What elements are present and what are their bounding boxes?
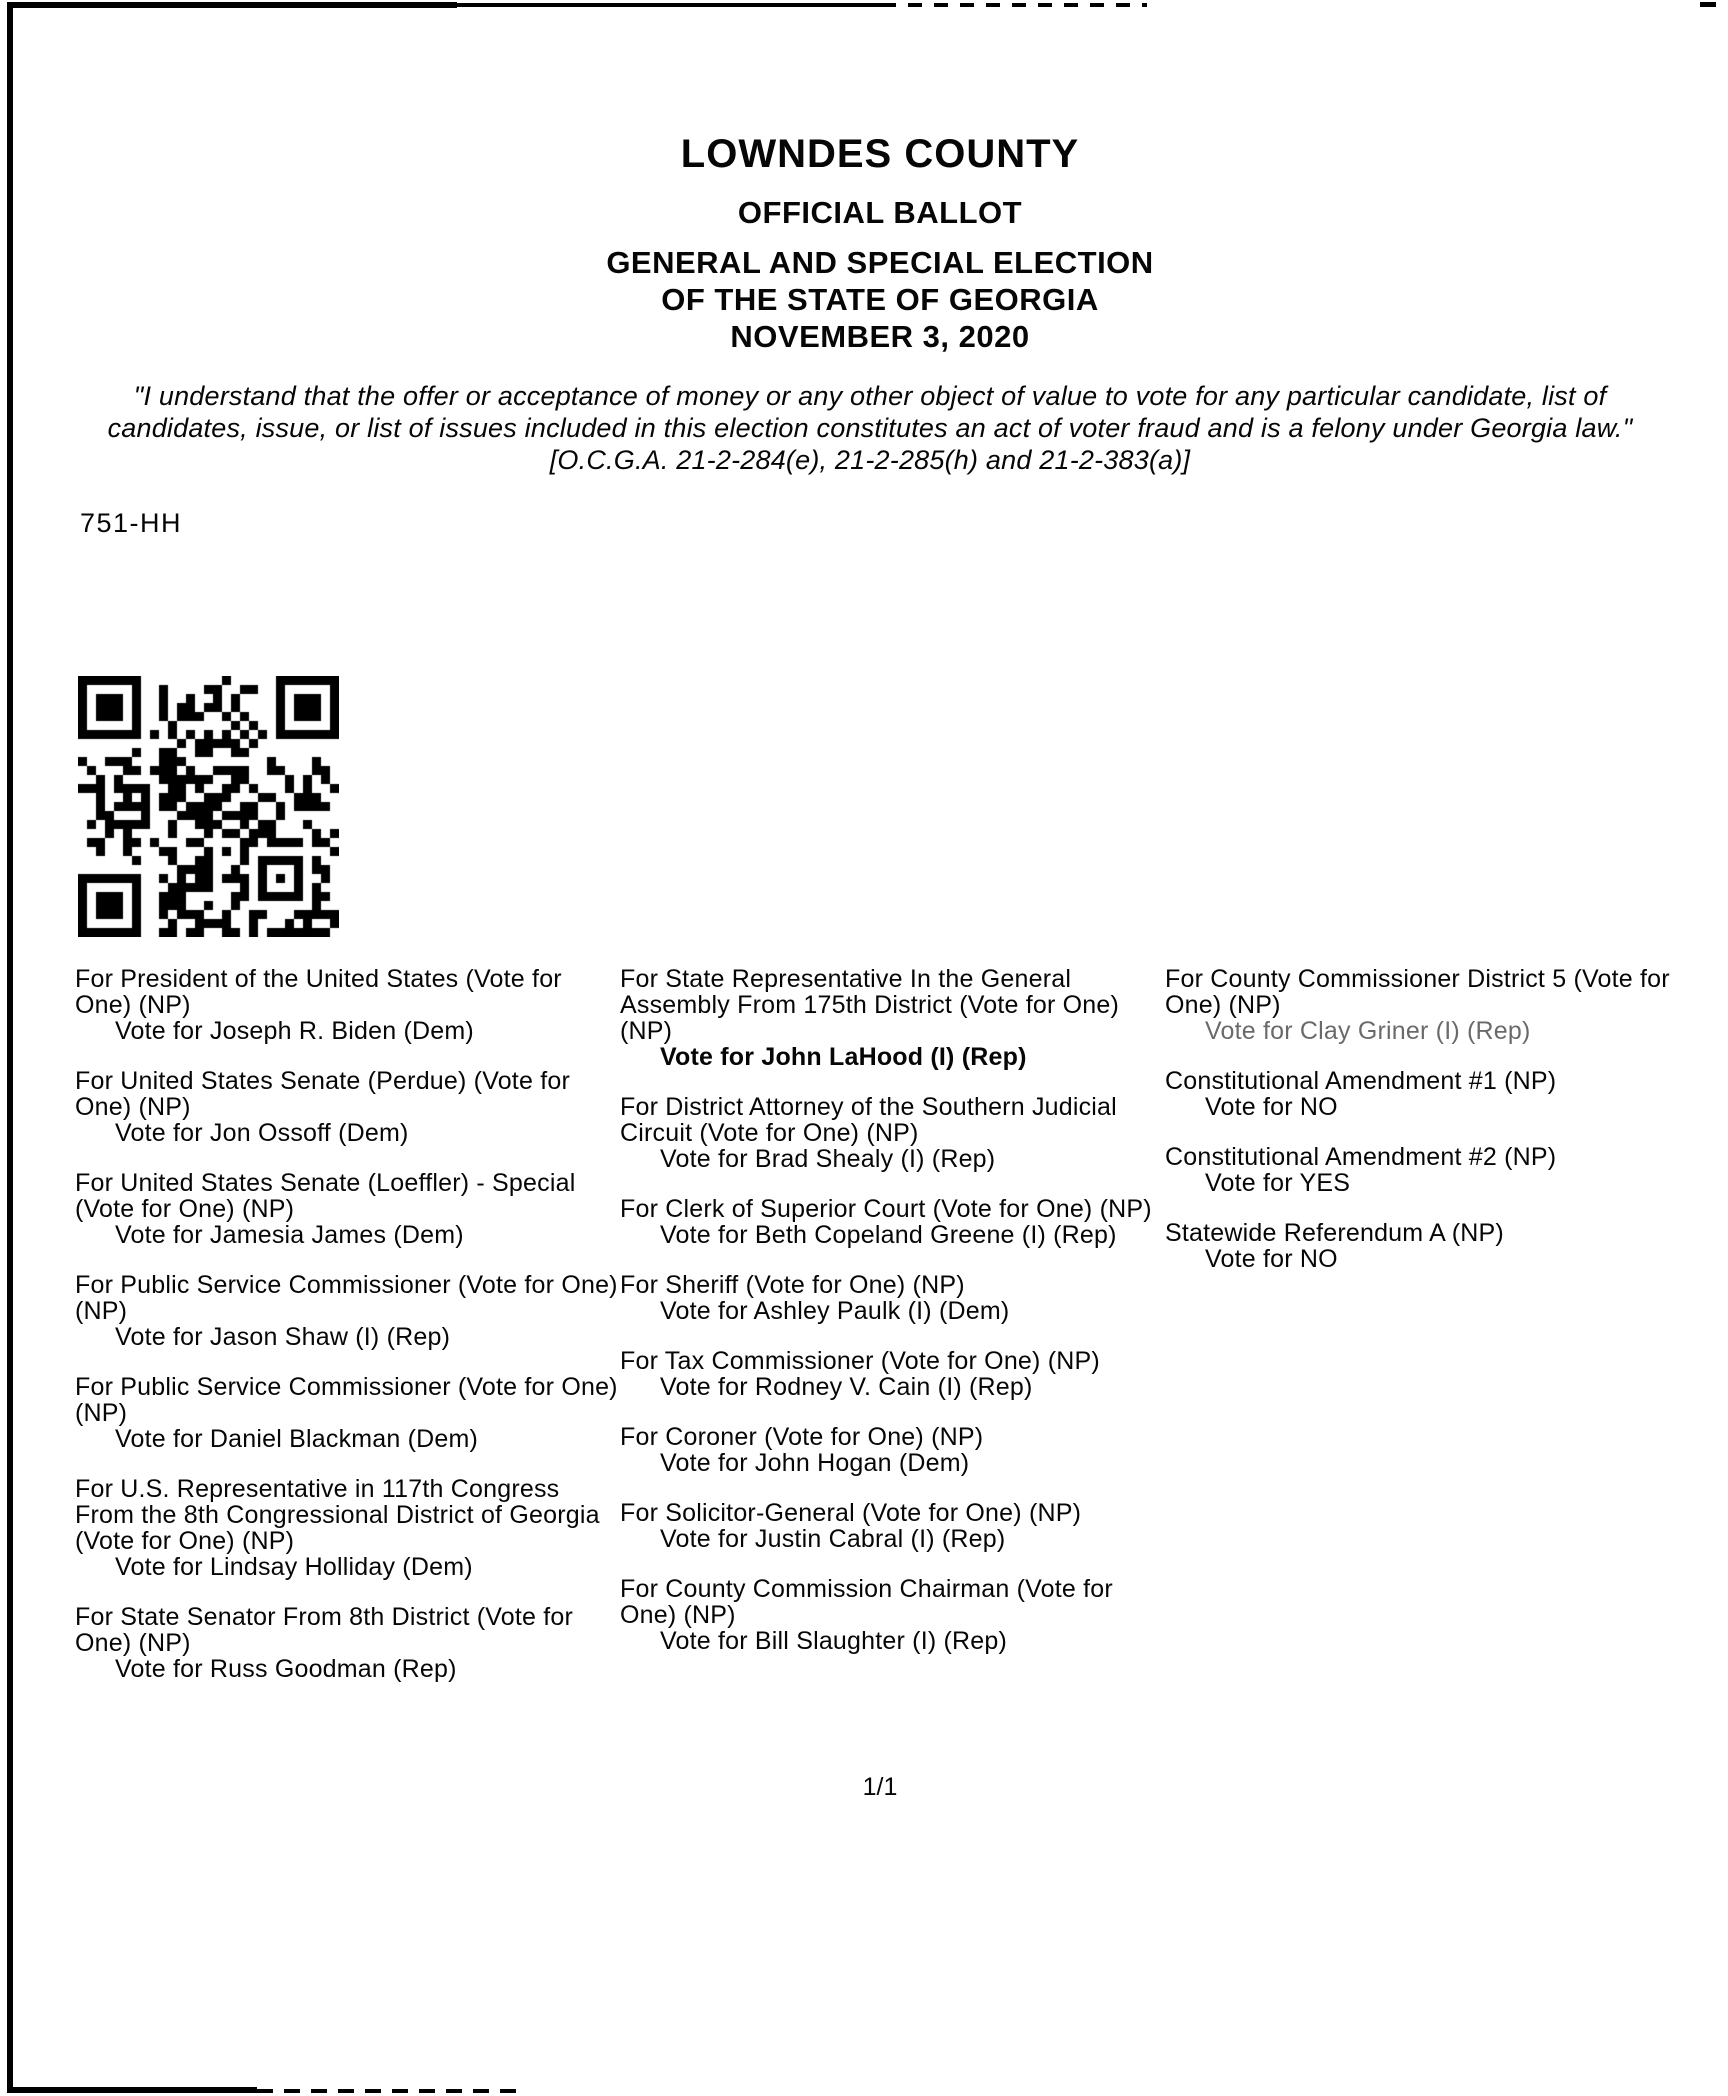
ballot-column [75, 966, 620, 1706]
fraud-disclaimer: "I understand that the offer or acceptance of money or any other object of value to vote for any particular candidate, list of candidates, issue, or list of issues included in this election constitutes an act of voter fraud and is a felony under Georgia law." [O.C.G.A. 21-2-284(e), 21-2-285(h) and 21-2-383(a)] [107, 381, 1633, 475]
vote-line: Vote for NO [1205, 1245, 1338, 1273]
contest-title: For President of the United States (Vote for One) (NP) [75, 965, 562, 1019]
vote-line: Vote for Joseph R. Biden (Dem) [115, 1017, 474, 1045]
contest-title: For Coroner (Vote for One) (NP) [620, 1423, 984, 1451]
vote-line: Vote for John Hogan (Dem) [660, 1449, 970, 1477]
vote-line: Vote for Lindsay Holliday (Dem) [115, 1553, 473, 1581]
contest-block [620, 1500, 1165, 1552]
contest-block [620, 1348, 1165, 1400]
contest-block [75, 966, 620, 1044]
contest-block [620, 966, 1165, 1070]
precinct-code: 751-HH [80, 508, 183, 538]
vote-line: Vote for Russ Goodman (Rep) [115, 1655, 457, 1683]
vote-line: Vote for Justin Cabral (I) (Rep) [660, 1525, 1006, 1553]
contest-title: For Solicitor-General (Vote for One) (NP) [620, 1499, 1082, 1527]
vote-line: Vote for Brad Shealy (I) (Rep) [660, 1145, 996, 1173]
page-border-top-dashed [882, 3, 1147, 7]
contest-block [1165, 966, 1728, 1044]
contest-block [1165, 1220, 1728, 1272]
vote-line: Vote for Beth Copeland Greene (I) (Rep) [660, 1221, 1117, 1249]
contest-title: For Public Service Commissioner (Vote for One) (NP) [75, 1373, 618, 1427]
page-border-bottom-dashed [257, 2089, 527, 2093]
contest-title: For County Commissioner District 5 (Vote for One) (NP) [1165, 965, 1670, 1019]
contest-title: Constitutional Amendment #2 (NP) [1165, 1143, 1557, 1171]
contest-title: For Public Service Commissioner (Vote for One) (NP) [75, 1271, 618, 1325]
contest-block [620, 1576, 1165, 1654]
contest-title: Constitutional Amendment #1 (NP) [1165, 1067, 1557, 1095]
contest-block [620, 1424, 1165, 1476]
vote-line: Vote for Jason Shaw (I) (Rep) [115, 1323, 451, 1351]
ballot-column [620, 966, 1165, 1706]
vote-line: Vote for Daniel Blackman (Dem) [115, 1425, 479, 1453]
contest-block [620, 1094, 1165, 1172]
vote-line: Vote for John LaHood (I) (Rep) [660, 1043, 1027, 1071]
contest-title: For Clerk of Superior Court (Vote for One) (NP) [620, 1195, 1152, 1223]
qr-code-icon [78, 676, 339, 937]
county-title: LOWNDES COUNTY [680, 132, 1080, 176]
contest-block [620, 1272, 1165, 1324]
contest-block [620, 1196, 1165, 1248]
vote-line: Vote for Bill Slaughter (I) (Rep) [660, 1627, 1008, 1655]
election-line: OF THE STATE OF GEORGIA [661, 282, 1099, 317]
page-border-top [457, 3, 882, 7]
contest-block [75, 1476, 620, 1580]
page-border-left [7, 3, 13, 2089]
contest-block [75, 1068, 620, 1146]
vote-line: Vote for Clay Griner (I) (Rep) [1205, 1017, 1531, 1045]
vote-line: Vote for NO [1205, 1093, 1338, 1121]
contest-title: For Sheriff (Vote for One) (NP) [620, 1271, 965, 1299]
election-line: GENERAL AND SPECIAL ELECTION [606, 245, 1154, 280]
contest-block [75, 1374, 620, 1452]
contest-title: For District Attorney of the Southern Judicial Circuit (Vote for One) (NP) [620, 1093, 1117, 1147]
contest-block [75, 1170, 620, 1248]
contest-block [1165, 1144, 1728, 1196]
contest-block [75, 1272, 620, 1350]
ballot-column [1165, 966, 1728, 1706]
page-border-bottom [7, 2087, 257, 2093]
page-border-top [7, 2, 457, 8]
vote-line: Vote for YES [1205, 1169, 1351, 1197]
contest-title: For United States Senate (Loeffler) - Special (Vote for One) (NP) [75, 1169, 576, 1223]
vote-line: Vote for Jamesia James (Dem) [115, 1221, 464, 1249]
contest-title: For State Senator From 8th District (Vote for One) (NP) [75, 1603, 574, 1657]
page-number: 1/1 [862, 1773, 898, 1801]
contest-block [75, 1604, 620, 1682]
contest-title: For State Representative In the General Assembly From 175th District (Vote for One) (NP) [620, 965, 1120, 1045]
election-line: NOVEMBER 3, 2020 [730, 319, 1030, 354]
ballot-subtitle: OFFICIAL BALLOT [737, 195, 1023, 230]
vote-line: Vote for Rodney V. Cain (I) (Rep) [660, 1373, 1033, 1401]
vote-line: Vote for Jon Ossoff (Dem) [115, 1119, 409, 1147]
contest-title: For U.S. Representative in 117th Congress From the 8th Congressional District of Georgia (Vote for One) (NP) [75, 1475, 600, 1555]
ballot-columns [75, 966, 1728, 1706]
contest-title: Statewide Referendum A (NP) [1165, 1219, 1504, 1247]
contest-block [1165, 1068, 1728, 1120]
contest-title: For Tax Commissioner (Vote for One) (NP) [620, 1347, 1100, 1375]
vote-line: Vote for Ashley Paulk (I) (Dem) [660, 1297, 1010, 1325]
contest-title: For County Commission Chairman (Vote for One) (NP) [620, 1575, 1113, 1629]
page-border-top-tick [1700, 2, 1716, 7]
contest-title: For United States Senate (Perdue) (Vote for One) (NP) [75, 1067, 570, 1121]
election-title [16, 244, 1728, 355]
